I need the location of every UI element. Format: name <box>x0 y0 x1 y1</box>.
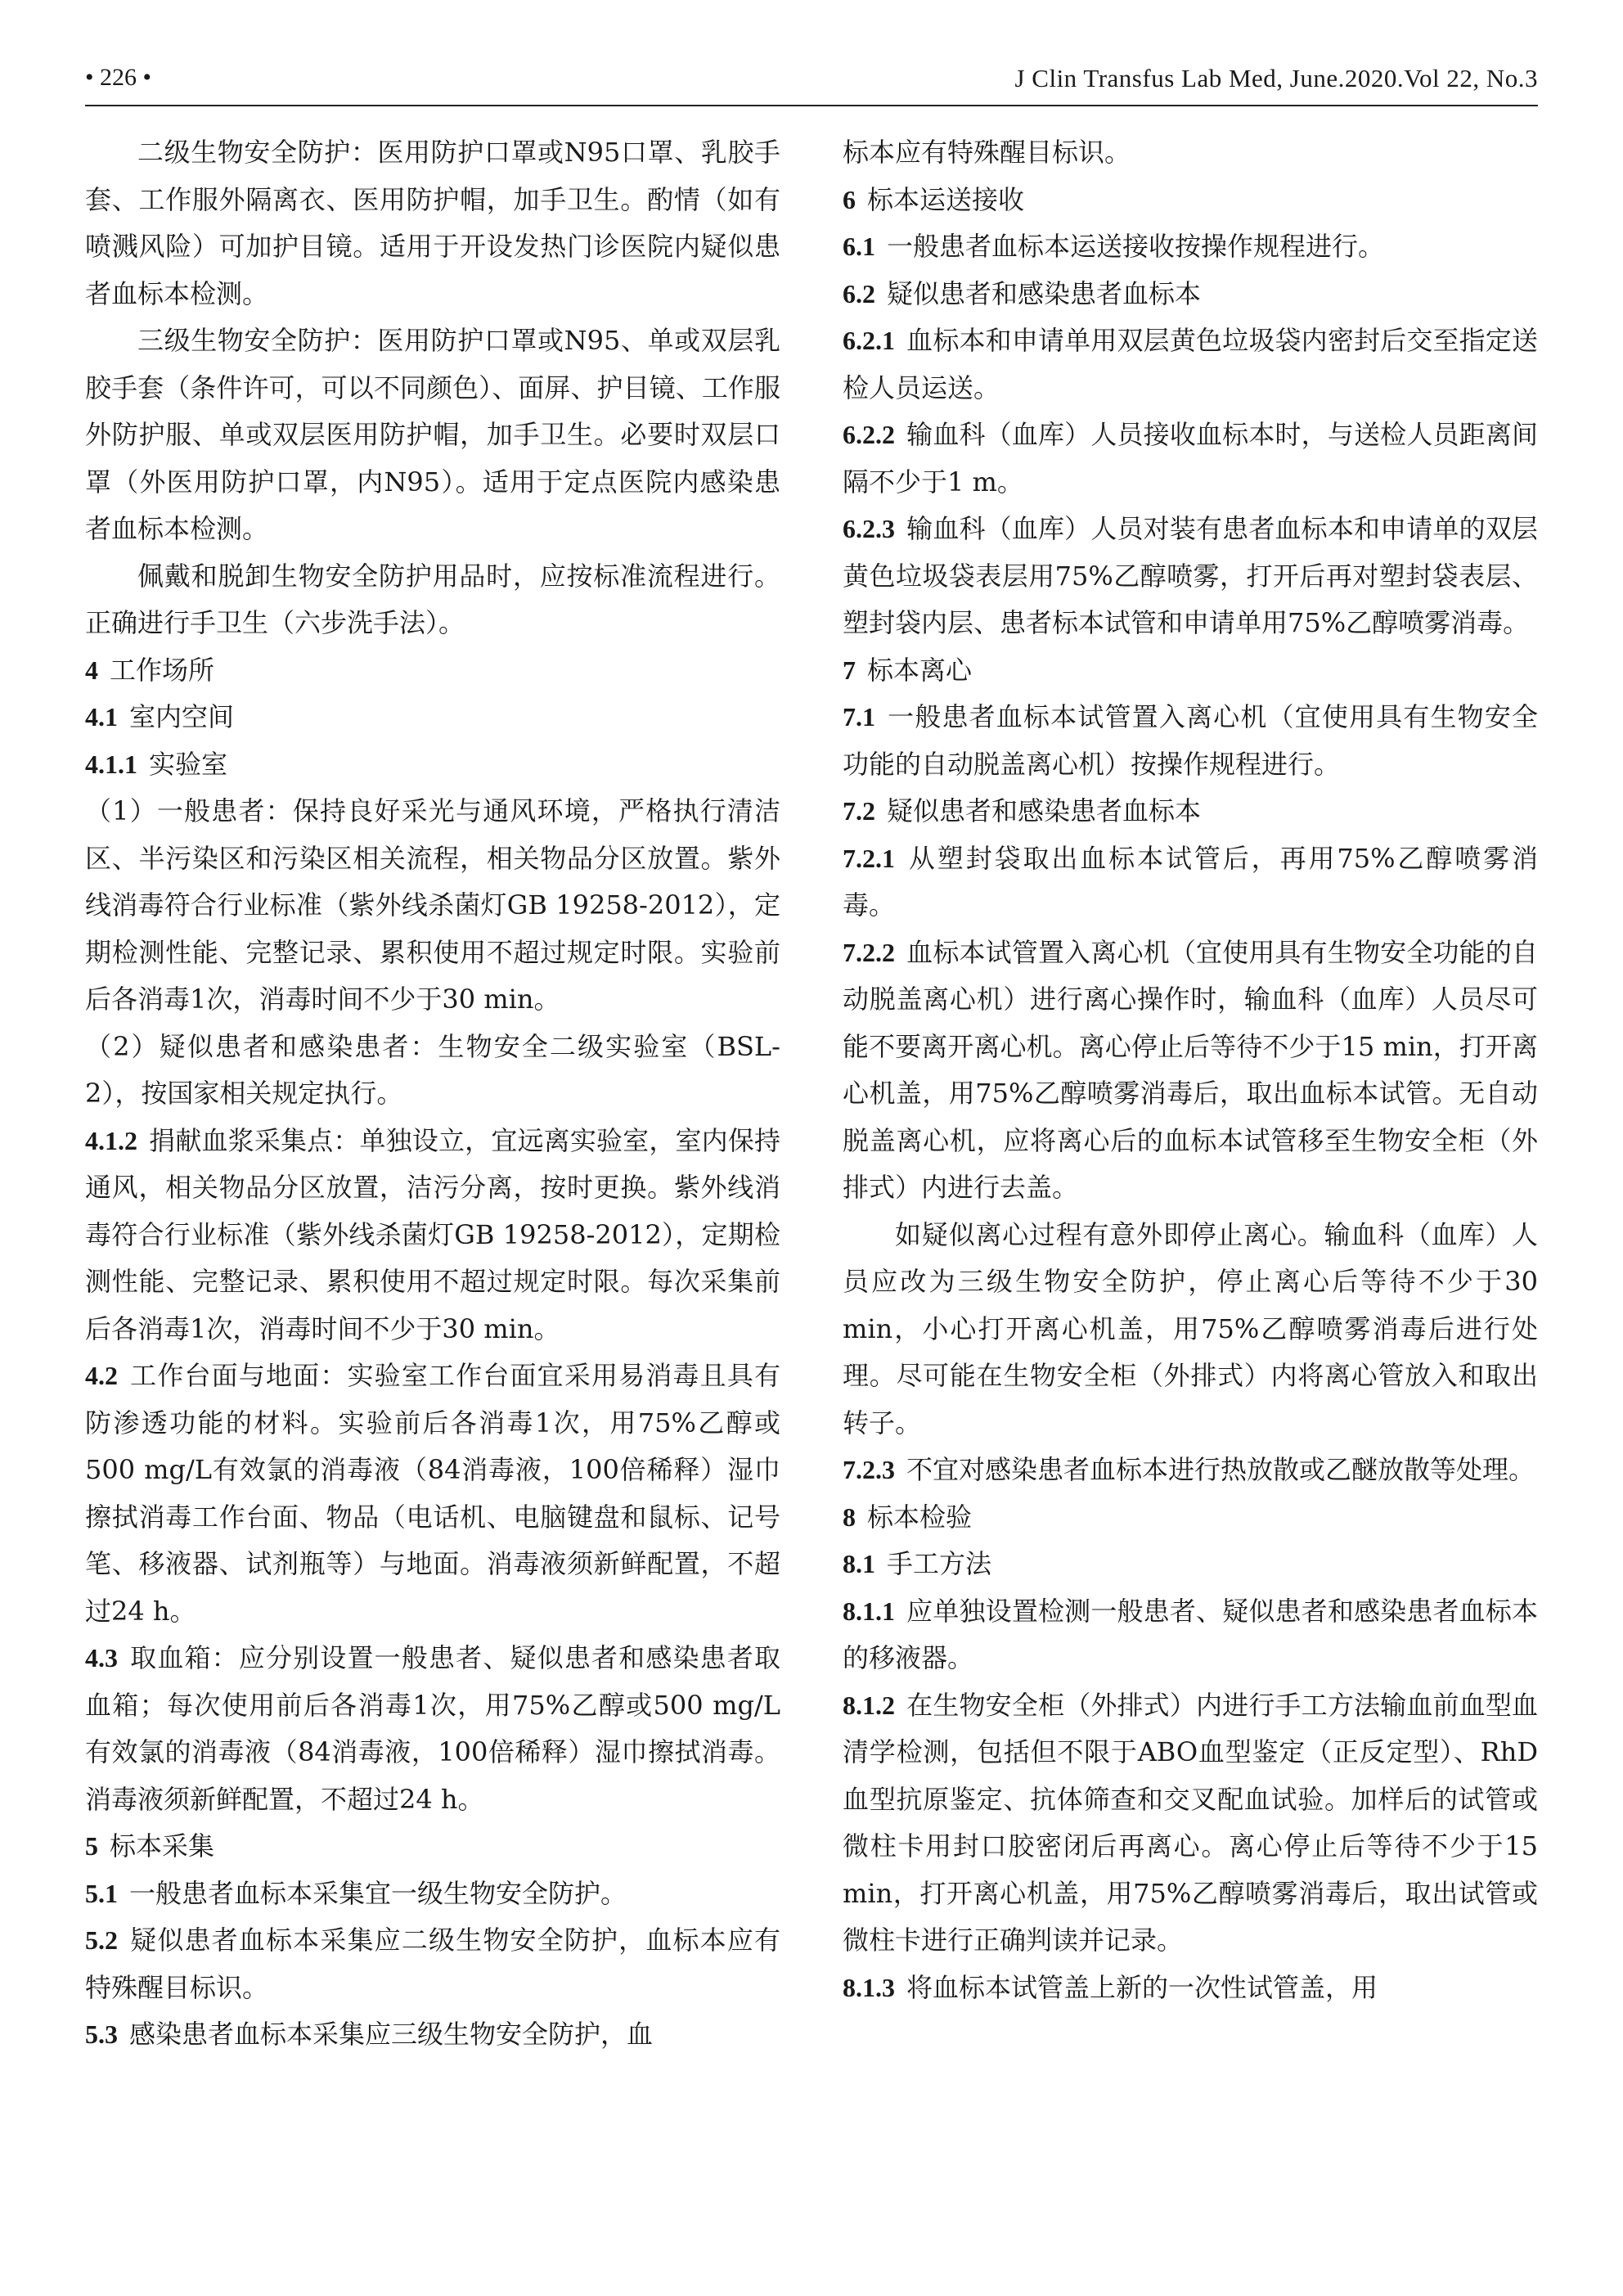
body-paragraph <box>85 788 780 1024</box>
paragraph-text: 输血科（血库）人员对装有患者血标本和申请单的双层黄色垃圾袋表层用75%乙醇喷雾，打开后再对塑封袋表层、塑封袋内层、患者标本试管和申请单用75%乙醇喷雾消毒。 <box>843 513 1538 638</box>
paragraph-text: 一般患者血标本运送接收按操作规程进行。 <box>887 231 1385 262</box>
paragraph-text: 标本采集 <box>110 1830 215 1862</box>
section-paragraph <box>843 317 1538 412</box>
paragraph-text: 疑似患者和感染患者血标本 <box>887 795 1202 826</box>
paragraph-text: （2）疑似患者和感染患者：生物安全二级实验室（BSL-2），按国家相关规定执行。 <box>85 1030 780 1109</box>
section-paragraph <box>843 271 1538 318</box>
section-paragraph <box>85 1871 780 1918</box>
section-paragraph <box>843 647 1538 695</box>
section-number: 6.2.3 <box>843 514 895 543</box>
paragraph-text: 标本离心 <box>867 654 973 686</box>
paragraph-text: 实验室 <box>149 748 228 780</box>
paragraph-text: 室内空间 <box>129 701 235 732</box>
section-paragraph <box>843 1541 1538 1588</box>
section-number: 7.2 <box>843 796 875 826</box>
section-paragraph <box>843 223 1538 271</box>
paragraph-text: 从塑封袋取出血标本试管后，再用75%乙醇喷雾消毒。 <box>843 842 1538 921</box>
paragraph-text: 血标本和申请单用双层黄色垃圾袋内密封后交至指定送检人员运送。 <box>843 325 1538 403</box>
paragraph-text: 感染患者血标本采集应三级生物安全防护，血 <box>129 2019 654 2050</box>
section-number: 5.2 <box>85 1925 118 1955</box>
section-number: 6.2 <box>843 278 875 308</box>
section-paragraph <box>85 1823 780 1871</box>
section-number: 7.2.3 <box>843 1455 895 1484</box>
section-paragraph <box>843 930 1538 1212</box>
section-number: 5.1 <box>85 1878 118 1908</box>
section-number: 7.1 <box>843 702 875 732</box>
section-paragraph <box>843 1682 1538 1965</box>
paragraph-text: 不宜对感染患者血标本进行热放散或乙醚放散等处理。 <box>906 1454 1535 1485</box>
paragraph-text: 工作台面与地面：实验室工作台面宜采用易消毒且具有防渗透功能的材料。实验前后各消毒1次，用75%乙醇或500 mg/L有效氯的消毒液（84消毒液，100倍稀释）湿巾擦拭消毒工作台面、物品（电话机、电脑键盘和鼠标、记号笔、移液器、试剂瓶等）与地面。消毒液须新鲜配置，不超过24 h。 <box>85 1360 780 1627</box>
section-number: 7.2.2 <box>843 937 895 967</box>
section-paragraph <box>843 1965 1538 2012</box>
section-number: 4 <box>85 655 98 685</box>
paragraph-text: 将血标本试管盖上新的一次性试管盖，用 <box>906 1971 1378 2003</box>
right-column <box>843 129 1538 2011</box>
paragraph-text: 输血科（血库）人员接收血标本时，与送检人员距离间隔不少于1 m。 <box>843 419 1538 497</box>
section-number: 4.1 <box>85 702 118 732</box>
section-paragraph <box>843 788 1538 835</box>
section-paragraph <box>85 1118 780 1353</box>
section-number: 8 <box>843 1501 856 1532</box>
section-paragraph <box>85 741 780 789</box>
header-rule <box>85 105 1538 106</box>
section-paragraph <box>843 1447 1538 1494</box>
section-paragraph <box>85 1635 780 1823</box>
page-number: • 226 • <box>85 64 152 91</box>
paragraph-text: 标本应有特殊醒目标识。 <box>843 137 1131 168</box>
paragraph-text: 血标本试管置入离心机（宜使用具有生物安全功能的自动脱盖离心机）进行离心操作时，输血科（血库）人员尽可能不要离开离心机。离心停止后等待不少于15 min，打开离心机盖，用75%乙醇喷雾消毒后，取出血标本试管。无自动脱盖离心机，应将离心后的血标本试管移至生物安全柜（外排式）内进行去盖。 <box>843 936 1538 1203</box>
section-paragraph <box>85 1917 780 2011</box>
section-paragraph <box>843 835 1538 930</box>
section-paragraph <box>85 1353 780 1635</box>
section-number: 7.2.1 <box>843 843 895 873</box>
section-number: 7 <box>843 655 856 685</box>
section-paragraph <box>843 412 1538 506</box>
body-paragraph <box>843 1212 1538 1447</box>
section-number: 4.3 <box>85 1643 118 1672</box>
paragraph-text: 三级生物安全防护：医用防护口罩或N95、单或双层乳胶手套（条件许可，可以不同颜色）、面屏、护目镜、工作服外防护服、单或双层医用防护帽，加手卫生。必要时双层口罩（外医用防护口罩，内N95）。适用于定点医院内感染患者血标本检测。 <box>85 325 780 544</box>
section-paragraph <box>85 694 780 741</box>
paragraph-text: 佩戴和脱卸生物安全防护用品时，应按标准流程进行。正确进行手卫生（六步洗手法）。 <box>85 560 780 638</box>
paragraph-text: 如疑似离心过程有意外即停止离心。输血科（血库）人员应改为三级生物安全防护，停止离心后等待不少于30 min，小心打开离心机盖，用75%乙醇喷雾消毒后进行处理。尽可能在生物安全柜（外排式）内将离心管放入和取出转子。 <box>843 1218 1538 1438</box>
paragraph-text: 手工方法 <box>887 1548 992 1579</box>
body-paragraph <box>85 1024 780 1118</box>
section-number: 5.3 <box>85 2019 118 2049</box>
section-paragraph <box>85 2011 780 2059</box>
section-paragraph <box>843 1588 1538 1682</box>
paragraph-text: 疑似患者和感染患者血标本 <box>887 277 1202 309</box>
section-paragraph <box>843 506 1538 647</box>
body-paragraph <box>85 317 780 553</box>
section-number: 6 <box>843 184 856 214</box>
paragraph-text: 应单独设置检测一般患者、疑似患者和感染患者血标本的移液器。 <box>843 1595 1538 1673</box>
paragraph-text: 工作场所 <box>110 654 215 686</box>
paragraph-text: 取血箱：应分别设置一般患者、疑似患者和感染患者取血箱；每次使用前后各消毒1次，用75%乙醇或500 mg/L有效氯的消毒液（84消毒液，100倍稀释）湿巾擦拭消毒。消毒液须新鲜配置，不超过24 h。 <box>85 1642 780 1815</box>
section-number: 6.2.2 <box>843 420 895 449</box>
section-number: 4.1.2 <box>85 1125 137 1155</box>
paragraph-text: 捐献血浆采集点：单独设立，宜远离实验室，室内保持通风，相关物品分区放置，洁污分离，按时更换。紫外线消毒符合行业标准（紫外线杀菌灯GB 19258-2012），定期检测性能、完整记录、累积使用不超过规定时限。每次采集前后各消毒1次，消毒时间不少于30 min。 <box>85 1124 780 1344</box>
section-number: 8.1 <box>843 1549 875 1578</box>
section-number: 8.1.2 <box>843 1690 895 1720</box>
body-paragraph <box>843 129 1538 177</box>
paragraph-text: 标本检验 <box>867 1501 973 1533</box>
paragraph-text: （1）一般患者：保持良好采光与通风环境，严格执行清洁区、半污染区和污染区相关流程，相关物品分区放置。紫外线消毒符合行业标准（紫外线杀菌灯GB 19258-2012），定期检测性能、完整记录、累积使用不超过规定时限。实验前后各消毒1次，消毒时间不少于30 min。 <box>85 795 780 1015</box>
section-number: 6.2.1 <box>843 326 895 355</box>
paragraph-text: 一般患者血标本采集宜一级生物安全防护。 <box>129 1877 627 1909</box>
section-paragraph <box>843 177 1538 224</box>
paragraph-text: 标本运送接收 <box>867 183 1025 215</box>
journal-citation: J Clin Transfus Lab Med, June.2020.Vol 22, No.3 <box>1014 64 1538 92</box>
section-paragraph <box>85 647 780 695</box>
running-header <box>85 64 1538 105</box>
body-paragraph <box>85 553 780 647</box>
paragraph-text: 在生物安全柜（外排式）内进行手工方法输血前血型血清学检测，包括但不限于ABO血型鉴定（正反定型）、RhD血型抗原鉴定、抗体筛查和交叉配血试验。加样后的试管或微柱卡用封口胶密闭后再离心。离心停止后等待不少于15 min，打开离心机盖，用75%乙醇喷雾消毒后，取出试管或微柱卡进行正确判读并记录。 <box>843 1689 1538 1956</box>
left-column <box>85 129 780 2059</box>
section-number: 4.1.1 <box>85 749 137 779</box>
body-paragraph <box>85 129 780 317</box>
paragraph-text: 疑似患者血标本采集应二级生物安全防护，血标本应有特殊醒目标识。 <box>85 1925 780 2003</box>
section-number: 5 <box>85 1831 98 1861</box>
section-number: 6.1 <box>843 232 875 261</box>
section-number: 4.2 <box>85 1361 118 1390</box>
paragraph-text: 二级生物安全防护：医用防护口罩或N95口罩、乳胶手套、工作服外隔离衣、医用防护帽，加手卫生。酌情（如有喷溅风险）可加护目镜。适用于开设发热门诊医院内疑似患者血标本检测。 <box>85 137 780 309</box>
paragraph-text: 一般患者血标本试管置入离心机（宜使用具有生物安全功能的自动脱盖离心机）按操作规程进行。 <box>843 701 1538 780</box>
section-number: 8.1.3 <box>843 1972 895 2002</box>
section-paragraph <box>843 1494 1538 1542</box>
section-paragraph <box>843 694 1538 788</box>
section-number: 8.1.1 <box>843 1596 895 1626</box>
